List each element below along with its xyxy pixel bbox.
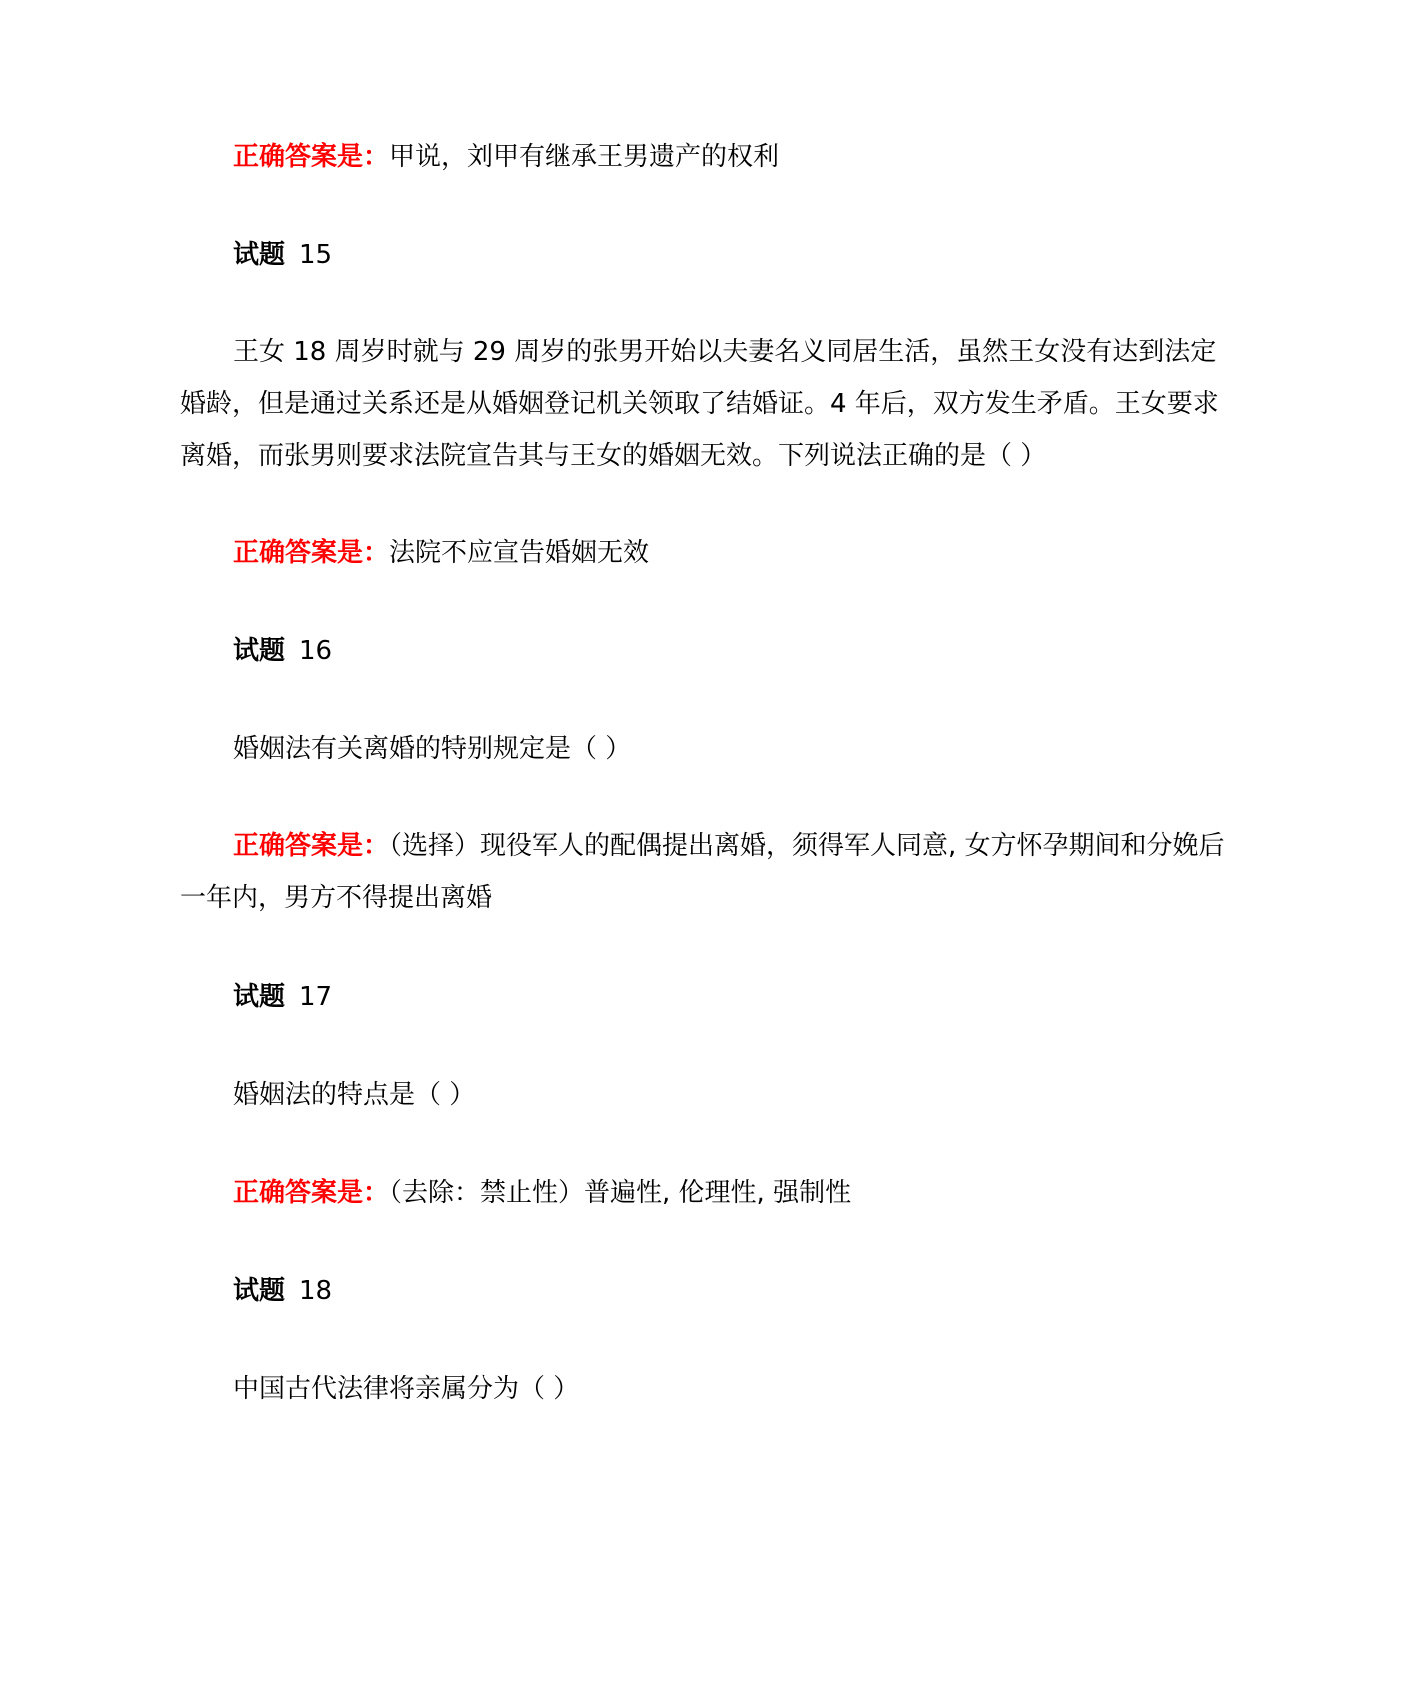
answer-block-15 [180, 526, 1240, 581]
question-text: 王女 18 周岁时就与 29 周岁的张男开始以夫妻名义同居生活，虽然王女没有达到法定婚龄，但是通过关系还是从婚姻登记机关领取了结婚证。4 年后，双方发生矛盾。王女要求离婚，而张男则要求法院宣告其与王女的婚姻无效。下列说法正确的是（ ） [180, 337, 1219, 471]
answer-label: 正确答案是： [233, 831, 390, 861]
question-text-15 [180, 326, 1240, 482]
question-text: 婚姻法有关离婚的特别规定是（ ） [233, 734, 632, 764]
question-number: 15 [299, 240, 333, 270]
question-number: 18 [299, 1276, 333, 1306]
question-label: 试题 [233, 240, 286, 270]
question-label: 试题 [233, 1276, 286, 1306]
answer-label: 正确答案是： [233, 538, 390, 568]
answer-block-17 [180, 1166, 1240, 1221]
answer-label: 正确答案是： [233, 142, 390, 172]
answer-text: 法院不应宣告婚姻无效 [389, 538, 650, 568]
question-header-17 [180, 970, 1240, 1025]
answer-block-14 [180, 130, 1240, 185]
answer-text: （去除：禁止性）普遍性, 伦理性, 强制性 [389, 1178, 852, 1208]
question-header-16 [180, 624, 1240, 679]
question-number: 17 [299, 982, 333, 1012]
question-text: 婚姻法的特点是（ ） [233, 1080, 476, 1110]
question-text-16 [180, 722, 1240, 777]
question-header-15 [180, 228, 1240, 283]
answer-text: （选择）现役军人的配偶提出离婚，须得军人同意, 女方怀孕期间和分娩后一年内，男方不得提出离婚 [180, 831, 1225, 913]
answer-block-16 [180, 820, 1240, 924]
question-text-17 [180, 1068, 1240, 1123]
question-number: 16 [299, 636, 333, 666]
question-header-18 [180, 1264, 1240, 1319]
question-label: 试题 [233, 982, 286, 1012]
answer-text: 甲说，刘甲有继承王男遗产的权利 [389, 142, 780, 172]
question-text: 中国古代法律将亲属分为（ ） [233, 1374, 580, 1404]
answer-label: 正确答案是： [233, 1178, 390, 1208]
question-text-18 [180, 1362, 1240, 1417]
question-label: 试题 [233, 636, 286, 666]
